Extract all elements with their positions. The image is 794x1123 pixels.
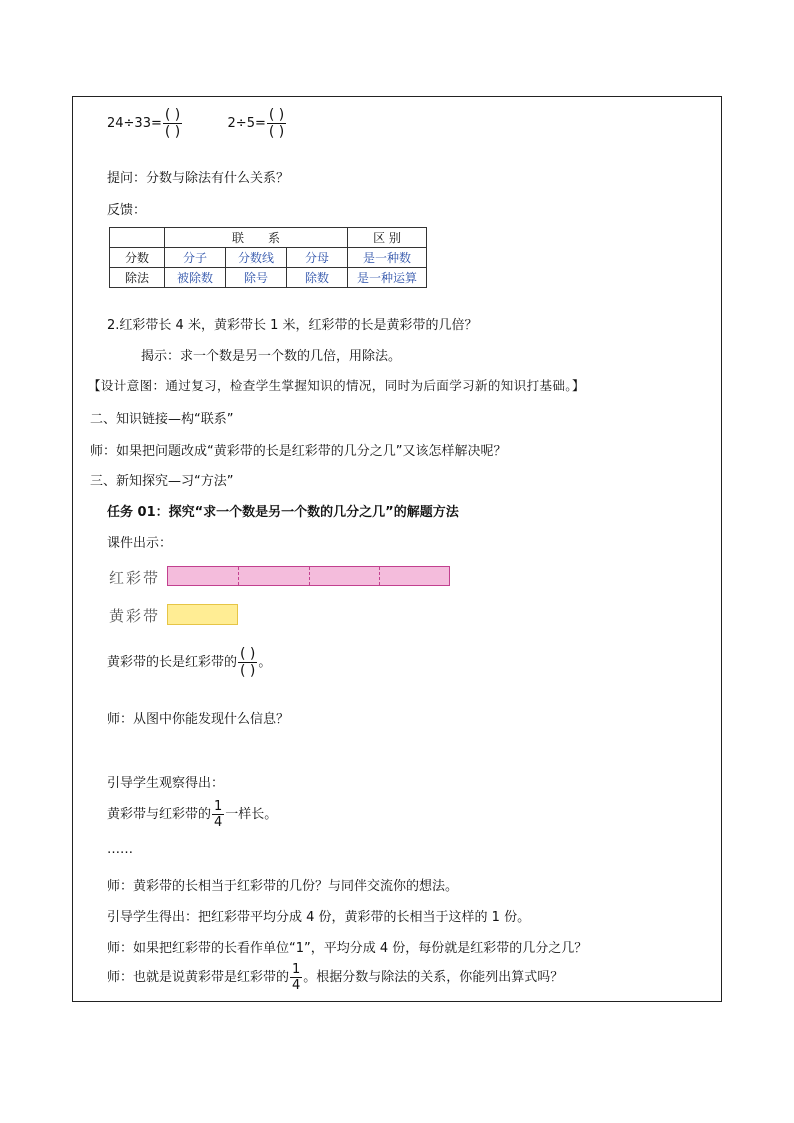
ellipsis: …… xyxy=(107,842,133,857)
teacher-question-5: 师：也就是说黄彩带是红彩带的 $\frac{1}{4}$ 。根据分数与除法的关系，你能列出算式吗？ xyxy=(107,962,564,993)
table-row xyxy=(110,228,427,248)
row-label: 分数 xyxy=(110,248,165,268)
feedback-label: 反馈： xyxy=(107,203,147,218)
fraction-one-quarter: $\frac{1}{4}$ xyxy=(292,962,301,993)
fraction-one-quarter: $\frac{1}{4}$ xyxy=(214,799,223,830)
yellow-ribbon-label: 黄彩带 xyxy=(109,607,161,625)
teacher-question-4: 师：如果把红彩带的长看作单位“1”，平均分成 4 份，每份就是红彩带的几分之几？ xyxy=(107,941,588,956)
teacher-question-2: 师：从图中你能发现什么信息？ xyxy=(107,712,290,727)
section-2-title: 二、知识链接—构“联系” xyxy=(90,412,234,427)
table-cell: 分母 xyxy=(287,248,348,268)
red-ribbon-label: 红彩带 xyxy=(109,569,161,587)
red-ribbon-bar xyxy=(167,566,450,586)
table-cell: 是一种运算 xyxy=(348,268,427,288)
table-header-diff: 区 别 xyxy=(348,228,427,248)
blank-fraction-1: $\frac{( )}{( )}$ xyxy=(164,107,181,140)
table-cell: 分数线 xyxy=(226,248,287,268)
table-cell: 除数 xyxy=(287,268,348,288)
ribbon-divider xyxy=(309,567,310,585)
ribbon-divider xyxy=(379,567,380,585)
table-cell xyxy=(110,228,165,248)
guide-observe: 引导学生观察得出： xyxy=(107,776,225,791)
teacher-question-3: 师：黄彩带的长相当于红彩带的几份？与同伴交流你的想法。 xyxy=(107,879,459,894)
table-cell: 是一种数 xyxy=(348,248,427,268)
blank-fraction-3: $\frac{( )}{( )}$ xyxy=(240,646,256,679)
design-note: 【设计意图：通过复习，检查学生掌握知识的情况，同时为后面学习新的知识打基础。】 xyxy=(88,378,585,393)
teacher-question-1: 师：如果把问题改成“黄彩带的长是红彩带的几分之几”又该怎样解决呢？ xyxy=(90,444,507,459)
exercise-line xyxy=(107,108,287,139)
table-header-link: 联 系 xyxy=(165,228,348,248)
blank-fraction-2: $\frac{( )}{( )}$ xyxy=(268,107,285,140)
table-cell: 分子 xyxy=(165,248,226,268)
table-row xyxy=(110,268,427,288)
ribbon-divider xyxy=(238,567,239,585)
section-3-title: 三、新知探究—习“方法” xyxy=(90,474,234,489)
yellow-ribbon-bar xyxy=(167,604,238,625)
task-01-title: 任务 01：探究“求一个数是另一个数的几分之几”的解题方法 xyxy=(107,505,459,520)
courseware-label: 课件出示： xyxy=(107,536,173,551)
guide-conclude: 引导学生得出：把红彩带平均分成 4 份，黄彩带的长相当于这样的 1 份。 xyxy=(107,910,531,925)
reveal-text: 揭示：求一个数是另一个数的几倍，用除法。 xyxy=(141,349,402,364)
table-cell: 除号 xyxy=(226,268,287,288)
question-relation: 提问：分数与除法有什么关系？ xyxy=(107,171,290,186)
table-row xyxy=(110,248,427,268)
yellow-is-fraction-line: 黄彩带的长是红彩带的 $\frac{( )}{( )}$ 。 xyxy=(107,646,272,679)
equation-1: 24÷33= xyxy=(107,116,162,131)
relation-table xyxy=(109,227,427,288)
table-cell: 被除数 xyxy=(165,268,226,288)
equation-2: 2÷5= xyxy=(227,116,266,131)
observe-result-line: 黄彩带与红彩带的 $\frac{1}{4}$ 一样长。 xyxy=(107,799,278,830)
row-label: 除法 xyxy=(110,268,165,288)
problem-2: 2.红彩带长 4 米，黄彩带长 1 米，红彩带的长是黄彩带的几倍？ xyxy=(107,318,478,333)
